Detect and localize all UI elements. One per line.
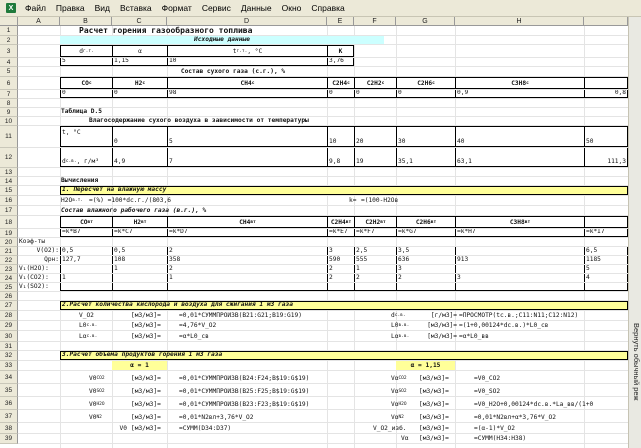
row-36: [18, 397, 628, 410]
section-2-header[interactable]: 2.Расчет количества кислорода и воздуха для сжигания 1 м3 газа: [60, 301, 628, 310]
sheet-title[interactable]: Расчет горения газообразного топлива: [79, 26, 253, 35]
l0-vv-formula[interactable]: =(1+0,00124*dc.в.)*L0_св: [459, 322, 549, 329]
v-co2-c2h6[interactable]: 2: [396, 274, 455, 282]
v-o2-extra[interactable]: 6,5: [584, 247, 628, 255]
humidity-t-20[interactable]: 20: [354, 126, 396, 147]
row-header[interactable]: 24: [0, 274, 18, 283]
va-h2o-formula[interactable]: =V0_H2O+0,00124*dc.в.*La_вв/(1+0: [474, 401, 594, 408]
v-co2-c2h4[interactable]: 2: [327, 274, 354, 282]
menu-insert[interactable]: Вставка: [120, 3, 152, 13]
wet-hdr-h2[interactable]: H2 вт: [112, 216, 167, 228]
v-o2-excess-unit[interactable]: [м3/м3]=: [419, 425, 449, 432]
v-so2-label[interactable]: V₁(SO2):: [19, 283, 49, 290]
row-28: [18, 311, 628, 321]
row-12: [18, 148, 628, 168]
val-co[interactable]: 0: [60, 90, 112, 98]
wet-val-co[interactable]: =k*B7: [60, 229, 112, 237]
v0-total-name[interactable]: V0: [119, 425, 127, 432]
v-o2-label[interactable]: V(O2):: [36, 247, 59, 254]
v-so2-extra[interactable]: [584, 283, 628, 291]
va-co2-name[interactable]: Vα CO2: [391, 375, 407, 382]
v-o2-c2h4[interactable]: 3: [327, 247, 354, 255]
row-1: [18, 26, 628, 36]
table-d5-label[interactable]: Таблица D.5: [61, 108, 102, 115]
h2o-wt-formula[interactable]: =(%) =100*dc.г./(803,6: [89, 197, 171, 204]
row-header[interactable]: 2: [0, 36, 18, 45]
v0-co2-formula[interactable]: =0,01*СУММПРОИЗВ(B24:F24;B$19:G$19): [179, 375, 310, 382]
val-c3h8[interactable]: 0,9: [455, 90, 584, 98]
va-n2-formula[interactable]: =0,01*N2вл+α*3,76*V_O2: [474, 414, 556, 421]
row-header[interactable]: 3: [0, 45, 18, 58]
row-37: [18, 410, 628, 423]
section-3-header[interactable]: 3.Расчет объема продуктов горения 1 м3 газа: [60, 351, 628, 360]
row-6: [18, 77, 628, 90]
v-h2o-h2[interactable]: 1: [112, 265, 167, 273]
v-h2o-c3h8[interactable]: [455, 265, 584, 273]
column-header-b[interactable]: B: [60, 17, 112, 26]
row-header[interactable]: 38: [0, 423, 18, 434]
la-sv-unit[interactable]: [м3/м3]=: [131, 333, 161, 340]
row-14: [18, 177, 628, 186]
wet-val-c2h2[interactable]: =k*F7: [354, 229, 396, 237]
v0-so2-name[interactable]: V0 SO2: [89, 388, 105, 395]
humidity-t-50[interactable]: 50: [584, 126, 628, 147]
column-header-g[interactable]: G: [396, 17, 455, 26]
row-header[interactable]: 14: [0, 177, 18, 186]
v-co2-h2[interactable]: [112, 274, 167, 282]
v0-n2-name[interactable]: V0 N2: [89, 414, 102, 421]
v-co2-extra[interactable]: 4: [584, 274, 628, 282]
row-10: [18, 117, 628, 126]
row-15: [18, 186, 628, 196]
humidity-d-30[interactable]: 35,1: [396, 148, 455, 167]
column-header-h[interactable]: H: [455, 17, 584, 26]
row-header[interactable]: 4: [0, 58, 18, 67]
v-co2-c2h2[interactable]: 2: [354, 274, 396, 282]
v0-total-unit[interactable]: [м3/м3]=: [131, 425, 161, 432]
row-24: [18, 274, 628, 283]
row-header[interactable]: 15: [0, 186, 18, 196]
va-total-formula[interactable]: =СУММ(H34:H38): [474, 435, 527, 442]
humidity-t-40[interactable]: 40: [455, 126, 584, 147]
v-so2-c2h4[interactable]: [327, 283, 354, 291]
normal-view-label[interactable]: Вернуть обычный реж: [632, 323, 641, 401]
l0-sv-name[interactable]: L0 с.в.: [79, 322, 98, 329]
row-header[interactable]: 33: [0, 361, 18, 371]
humidity-table-title[interactable]: Влагосодержание сухого воздуха в зависимости от температуры: [89, 117, 309, 124]
row-header[interactable]: 29: [0, 321, 18, 331]
v0-so2-formula[interactable]: =0,01*СУММПРОИЗВ(B25:F25;B$19:G$19): [179, 388, 310, 395]
dry-gas-header[interactable]: Состав сухого газа (с.г.), %: [180, 68, 286, 75]
v-so2-c3h8[interactable]: [455, 283, 584, 291]
wet-hdr-ch4[interactable]: CH4 вт: [167, 216, 327, 228]
v-o2-unit[interactable]: [м3/м3]=: [131, 312, 161, 319]
row-header[interactable]: 9: [0, 108, 18, 117]
row-2: [18, 36, 628, 45]
v-co2-c3h8[interactable]: 3: [455, 274, 584, 282]
h2o-wt-label[interactable]: H2O в.т.: [61, 197, 84, 204]
q-c2h4[interactable]: 590: [327, 256, 354, 264]
va-h2o-name[interactable]: Vα H2O: [391, 401, 407, 408]
column-header-i[interactable]: [584, 17, 628, 26]
humidity-t-0[interactable]: 0: [112, 126, 167, 147]
menu-data[interactable]: Данные: [240, 3, 272, 13]
q-h2[interactable]: 108: [112, 256, 167, 264]
va-so2-unit[interactable]: [м3/м3]=: [419, 388, 449, 395]
v-h2o-c2h2[interactable]: 1: [354, 265, 396, 273]
row-header[interactable]: 31: [0, 342, 18, 351]
v-co2-label[interactable]: V₁(CO2):: [19, 274, 49, 281]
val-extra[interactable]: 0,8: [584, 90, 628, 98]
column-header-c[interactable]: C: [112, 17, 167, 26]
row-13: [18, 168, 628, 177]
v-so2-co[interactable]: [60, 283, 112, 291]
row-29: [18, 321, 628, 331]
wet-hdr-co[interactable]: CO вт: [60, 216, 112, 228]
v-h2o-co[interactable]: [60, 265, 112, 273]
row-header[interactable]: 22: [0, 256, 18, 265]
row-header[interactable]: 5: [0, 67, 18, 77]
v-h2o-ch4[interactable]: 2: [167, 265, 327, 273]
v-o2-name[interactable]: V_O2: [79, 312, 94, 319]
row-header[interactable]: 37: [0, 410, 18, 423]
cell-alpha-label[interactable]: α: [112, 45, 167, 57]
row-5: [18, 67, 628, 77]
wet-hdr-c3h8[interactable]: C3H8 вт: [455, 216, 584, 228]
row-header[interactable]: 30: [0, 331, 18, 342]
q-extra[interactable]: 1185: [584, 256, 628, 264]
v-o2-h2[interactable]: 0,5: [112, 247, 167, 255]
hdr-c2h4[interactable]: C2H4 c: [327, 77, 354, 89]
d-sv-formula[interactable]: =ПРОСМОТР(tc.в.;C11:N11;C12:N12): [459, 312, 579, 319]
humidity-t-10[interactable]: 10: [327, 126, 354, 147]
row-header[interactable]: 11: [0, 126, 18, 148]
va-total-unit[interactable]: [м3/м3]=: [419, 435, 449, 442]
v-o2-co[interactable]: 0,5: [60, 247, 112, 255]
row-header[interactable]: 21: [0, 247, 18, 256]
wet-hdr-c2h6[interactable]: C2H6 вт: [396, 216, 455, 228]
d-sv-name[interactable]: d с.в.: [391, 312, 406, 319]
row-33: [18, 361, 628, 371]
va-n2-unit[interactable]: [м3/м3]=: [419, 414, 449, 421]
q-co[interactable]: 127,7: [60, 256, 112, 264]
row-20: [18, 238, 628, 247]
row-32: [18, 351, 628, 361]
wet-val-c2h4[interactable]: =k*E7: [327, 229, 354, 237]
v0-h2o-unit[interactable]: [м3/м3]=: [131, 401, 161, 408]
row-11: [18, 126, 628, 148]
v-co2-co[interactable]: 1: [60, 274, 112, 282]
humidity-t-5[interactable]: 5: [167, 126, 327, 147]
v0-h2o-formula[interactable]: =0,01*СУММПРОИЗВ(B23:F23;B$19:G$19): [179, 401, 310, 408]
menu-edit[interactable]: Правка: [55, 3, 85, 13]
menu-bar: [0, 0, 641, 17]
row-18: [18, 216, 628, 229]
row-3: [18, 45, 628, 58]
hdr-h2[interactable]: H2 c: [112, 77, 167, 89]
section-1-header[interactable]: 1. Пересчет на влажную массу: [60, 186, 628, 195]
coefficients-label[interactable]: Коэф-ты: [19, 238, 46, 245]
cell-t-gt-label[interactable]: t г.т. , °C: [167, 45, 327, 57]
v-o2-excess-name[interactable]: V_O2_изб.: [373, 425, 407, 432]
wet-hdr-c2h4[interactable]: C2H4 вт: [327, 216, 354, 228]
row-25: [18, 283, 628, 292]
val-c2h6[interactable]: 0: [396, 90, 455, 98]
row-16: [18, 196, 628, 206]
v-o2-c2h6[interactable]: 3,5: [396, 247, 455, 255]
menu-format[interactable]: Формат: [161, 3, 192, 13]
v0-co2-unit[interactable]: [м3/м3]=: [131, 375, 161, 382]
row-header[interactable]: 32: [0, 351, 18, 361]
v0-so2-unit[interactable]: [м3/м3]=: [131, 388, 161, 395]
humidity-t-label[interactable]: t, °C: [60, 126, 112, 147]
row-4: [18, 58, 628, 67]
humidity-d-label[interactable]: d с.в. , г/м³: [60, 148, 112, 167]
humidity-d-40[interactable]: 63,1: [455, 148, 584, 167]
v-so2-c2h6[interactable]: [396, 283, 455, 291]
menu-window[interactable]: Окно: [281, 3, 302, 13]
v-h2o-extra[interactable]: 5: [584, 265, 628, 273]
column-header-a[interactable]: A: [18, 17, 60, 26]
alpha-115-header[interactable]: α = 1,15: [396, 361, 455, 370]
d-sv-unit[interactable]: [г/м3]=: [430, 312, 457, 319]
val-c2h4[interactable]: 0: [327, 90, 354, 98]
k-formula[interactable]: =(100-H2Oв: [361, 197, 399, 204]
l0-sv-unit[interactable]: [м3/м3]=: [131, 322, 161, 329]
v-o2-ch4[interactable]: 2: [167, 247, 327, 255]
hdr-co[interactable]: CO c: [60, 77, 112, 89]
hdr-ch4[interactable]: CH4 c: [167, 77, 327, 89]
q-c3h8[interactable]: 913: [455, 256, 584, 264]
row-header[interactable]: 1: [0, 26, 18, 36]
row-23: [18, 265, 628, 274]
humidity-t-30[interactable]: 30: [396, 126, 455, 147]
row-header[interactable]: 36: [0, 397, 18, 410]
va-n2-name[interactable]: Vα N2: [391, 414, 404, 421]
humidity-d-5[interactable]: 7: [167, 148, 327, 167]
row-header[interactable]: 13: [0, 168, 18, 177]
row-header[interactable]: 39: [0, 434, 18, 444]
excel-app-icon[interactable]: X: [6, 3, 16, 13]
worksheet-grid[interactable]: [18, 26, 628, 448]
row-header[interactable]: 27: [0, 301, 18, 311]
row-7: [18, 90, 628, 99]
cell-d-gt-label[interactable]: d г.т.: [60, 45, 112, 57]
v-o2-excess-formula[interactable]: =(α-1)*V_O2: [474, 425, 515, 432]
row-header[interactable]: 20: [0, 238, 18, 247]
row-header[interactable]: 35: [0, 384, 18, 397]
hdr-c2h6[interactable]: C2H6 c: [396, 77, 455, 89]
row-header[interactable]: 28: [0, 311, 18, 321]
row-39: [18, 434, 628, 444]
menu-help[interactable]: Справка: [311, 3, 345, 13]
l0-vv-unit[interactable]: [м3/м3]=: [427, 322, 457, 329]
row-header[interactable]: 8: [0, 99, 18, 108]
hdr-c3h8[interactable]: C3H8 c: [455, 77, 584, 89]
row-header[interactable]: 25: [0, 283, 18, 292]
row-header[interactable]: 34: [0, 371, 18, 384]
row-9: [18, 108, 628, 117]
row-8: [18, 99, 628, 108]
wet-val-ch4[interactable]: =k*D7: [167, 229, 327, 237]
va-total-name[interactable]: Vα: [401, 435, 409, 442]
v-h2o-c2h6[interactable]: 3: [396, 265, 455, 273]
hdr-c2h2[interactable]: C2H2 c: [354, 77, 396, 89]
v-so2-h2[interactable]: [112, 283, 167, 291]
q-c2h6[interactable]: 636: [396, 256, 455, 264]
va-co2-unit[interactable]: [м3/м3]=: [419, 375, 449, 382]
val-ch4[interactable]: 98: [167, 90, 327, 98]
q-c2h2[interactable]: 555: [354, 256, 396, 264]
wet-gas-header[interactable]: Состав влажного рабочего газа (в.г.), %: [61, 207, 207, 214]
humidity-d-50[interactable]: 111,3: [584, 148, 628, 167]
row-header[interactable]: 18: [0, 216, 18, 229]
row-header[interactable]: 7: [0, 90, 18, 99]
humidity-d-20[interactable]: 19: [354, 148, 396, 167]
row-34: [18, 371, 628, 384]
cell-k-value[interactable]: 3,76: [327, 58, 354, 66]
la-sv-name[interactable]: Lα с.в.: [79, 333, 98, 340]
column-headers: [0, 17, 628, 26]
row-26: [18, 292, 628, 301]
v-o2-c3h8[interactable]: [455, 247, 584, 255]
v-h2o-label[interactable]: V₁(H2O):: [19, 265, 49, 272]
val-c2h2[interactable]: 0: [354, 90, 396, 98]
row-header[interactable]: 26: [0, 292, 18, 301]
wet-val-c3h8[interactable]: =k*H7: [455, 229, 584, 237]
column-header-f[interactable]: F: [354, 17, 396, 26]
q-label[interactable]: Qрн:: [44, 256, 59, 263]
calculations-label[interactable]: Вычисления: [61, 177, 99, 184]
row-header[interactable]: 10: [0, 117, 18, 126]
row-35: [18, 384, 628, 397]
va-h2o-unit[interactable]: [м3/м3]=: [419, 401, 449, 408]
cell-t-gt-value[interactable]: 10: [167, 58, 327, 66]
row-30: [18, 331, 628, 342]
wet-val-extra[interactable]: =k*I7: [584, 229, 628, 237]
row-header[interactable]: 6: [0, 77, 18, 90]
row-31: [18, 342, 628, 351]
l0-vv-name[interactable]: L0 в.в.: [391, 322, 410, 329]
cell-alpha-value[interactable]: 1,15: [112, 58, 167, 66]
humidity-d-0[interactable]: 4,9: [112, 148, 167, 167]
row-header[interactable]: 19: [0, 229, 18, 238]
row-17: [18, 206, 628, 216]
v0-co2-name[interactable]: V0 CO2: [89, 375, 105, 382]
va-so2-formula[interactable]: =V0_SO2: [474, 388, 501, 395]
column-header-e[interactable]: E: [327, 17, 354, 26]
va-co2-formula[interactable]: =V0_CO2: [474, 375, 501, 382]
v0-n2-unit[interactable]: [м3/м3]=: [131, 414, 161, 421]
k-label[interactable]: k=: [349, 197, 357, 204]
right-task-pane[interactable]: [628, 17, 641, 448]
column-header-d[interactable]: D: [167, 17, 327, 26]
row-19: [18, 229, 628, 238]
row-header[interactable]: 16: [0, 196, 18, 206]
row-21: [18, 247, 628, 256]
la-vv-name[interactable]: Lα в.в.: [391, 333, 410, 340]
l0-sv-formula[interactable]: =4,76*V_O2: [179, 322, 217, 329]
v-o2-c2h2[interactable]: 2,5: [354, 247, 396, 255]
hdr-extra[interactable]: [584, 77, 628, 89]
la-vv-unit[interactable]: [м3/м3]=: [427, 333, 457, 340]
val-h2[interactable]: 0: [112, 90, 167, 98]
menu-tools[interactable]: Сервис: [201, 3, 231, 13]
alpha-1-header[interactable]: α = 1: [112, 361, 167, 370]
row-header[interactable]: 12: [0, 148, 18, 168]
row-header[interactable]: 23: [0, 265, 18, 274]
source-data-header[interactable]: Исходные данные: [60, 36, 384, 44]
v-h2o-c2h4[interactable]: 2: [327, 265, 354, 273]
row-27: [18, 301, 628, 311]
v-o2-formula[interactable]: =0,01*СУММПРОИЗВ(B21:G21;B19:G19): [179, 312, 302, 319]
cell-k-label[interactable]: K: [327, 45, 354, 57]
la-vv-formula[interactable]: =α*L0_вв: [459, 333, 489, 340]
v0-n2-formula[interactable]: =0,01*N2вл+3,76*V_O2: [179, 414, 254, 421]
v0-total-formula[interactable]: =СУММ(D34:D37): [179, 425, 232, 432]
row-22: [18, 256, 628, 265]
wet-hdr-c2h2[interactable]: C2H2 вт: [354, 216, 396, 228]
cell-d-gt-value[interactable]: 5: [60, 58, 112, 66]
q-ch4[interactable]: 358: [167, 256, 327, 264]
select-all-corner[interactable]: [0, 17, 18, 26]
la-sv-formula[interactable]: =α*L0_св: [179, 333, 209, 340]
humidity-d-10[interactable]: 9,8: [327, 148, 354, 167]
menu-view[interactable]: Вид: [94, 3, 111, 13]
v-co2-ch4[interactable]: 1: [167, 274, 327, 282]
v-so2-c2h2[interactable]: [354, 283, 396, 291]
v-so2-ch4[interactable]: [167, 283, 327, 291]
v0-h2o-name[interactable]: V0 H2O: [89, 401, 105, 408]
wet-val-c2h6[interactable]: =k*G7: [396, 229, 455, 237]
row-38: [18, 423, 628, 434]
wet-val-h2[interactable]: =k*C7: [112, 229, 167, 237]
wet-hdr-extra[interactable]: [584, 216, 628, 228]
menu-file[interactable]: Файл: [25, 3, 46, 13]
row-header[interactable]: 17: [0, 206, 18, 216]
va-so2-name[interactable]: Vα SO2: [391, 388, 407, 395]
